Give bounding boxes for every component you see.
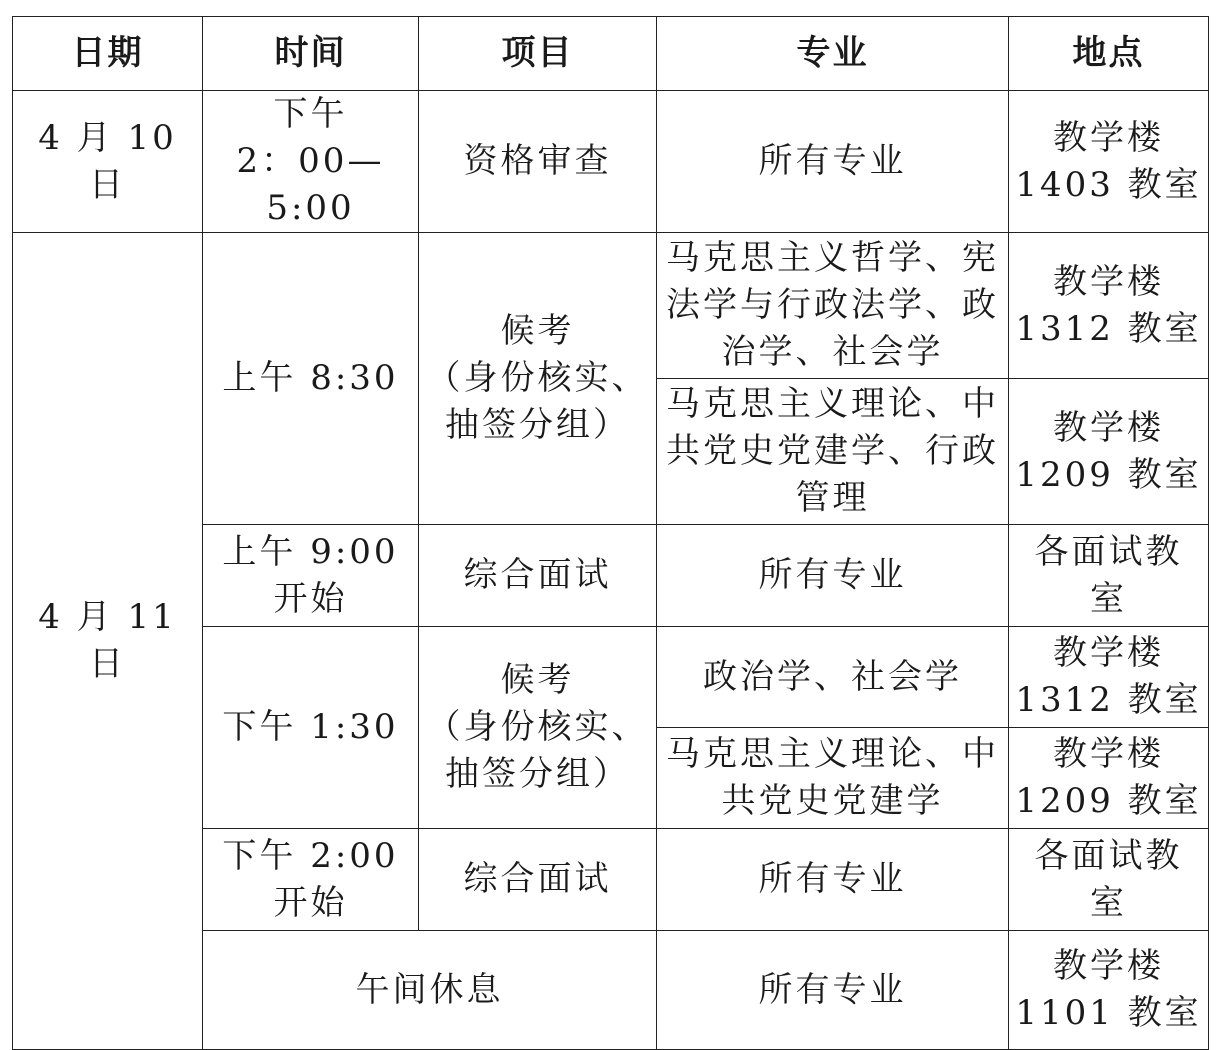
header-location: 地点 bbox=[1009, 17, 1209, 91]
header-item: 项目 bbox=[419, 17, 657, 91]
table-row bbox=[13, 233, 1209, 379]
time-cell: 下午 1:30 bbox=[203, 627, 419, 829]
major-cell: 政治学、社会学 bbox=[657, 627, 1009, 728]
header-row bbox=[13, 17, 1209, 91]
location-cell: 教学楼 1209 教室 bbox=[1009, 728, 1209, 829]
header-date: 日期 bbox=[13, 17, 203, 91]
time-cell: 下午 2:00 开始 bbox=[203, 829, 419, 931]
location-cell: 教学楼 1312 教室 bbox=[1009, 627, 1209, 728]
header-major: 专业 bbox=[657, 17, 1009, 91]
major-cell: 所有专业 bbox=[657, 931, 1009, 1050]
time-cell: 上午 9:00 开始 bbox=[203, 525, 419, 627]
time-cell: 下午 2：00—5:00 bbox=[203, 91, 419, 233]
location-cell: 教学楼 1312 教室 bbox=[1009, 233, 1209, 379]
location-cell: 各面试教 室 bbox=[1009, 829, 1209, 931]
major-cell: 马克思主义哲学、宪 法学与行政法学、政 治学、社会学 bbox=[657, 233, 1009, 379]
major-cell: 所有专业 bbox=[657, 525, 1009, 627]
location-cell: 教学楼 1101 教室 bbox=[1009, 931, 1209, 1050]
time-cell: 上午 8:30 bbox=[203, 233, 419, 525]
location-cell: 教学楼 1209 教室 bbox=[1009, 379, 1209, 525]
schedule-table bbox=[12, 16, 1209, 1050]
item-cell: 候考 （身份核实、 抽签分组） bbox=[419, 627, 657, 829]
item-cell: 午间休息 bbox=[203, 931, 657, 1050]
item-cell: 资格审查 bbox=[419, 91, 657, 233]
item-cell: 综合面试 bbox=[419, 525, 657, 627]
major-cell: 所有专业 bbox=[657, 829, 1009, 931]
date-cell: 4 月 10 日 bbox=[13, 91, 203, 233]
major-cell: 马克思主义理论、中 共党史党建学 bbox=[657, 728, 1009, 829]
table-row bbox=[13, 91, 1209, 233]
item-cell: 综合面试 bbox=[419, 829, 657, 931]
header-time: 时间 bbox=[203, 17, 419, 91]
major-cell: 马克思主义理论、中 共党史党建学、行政 管理 bbox=[657, 379, 1009, 525]
location-cell: 各面试教 室 bbox=[1009, 525, 1209, 627]
major-cell: 所有专业 bbox=[657, 91, 1009, 233]
date-cell: 4 月 11 日 bbox=[13, 233, 203, 1050]
location-cell: 教学楼 1403 教室 bbox=[1009, 91, 1209, 233]
item-cell: 候考 （身份核实、 抽签分组） bbox=[419, 233, 657, 525]
